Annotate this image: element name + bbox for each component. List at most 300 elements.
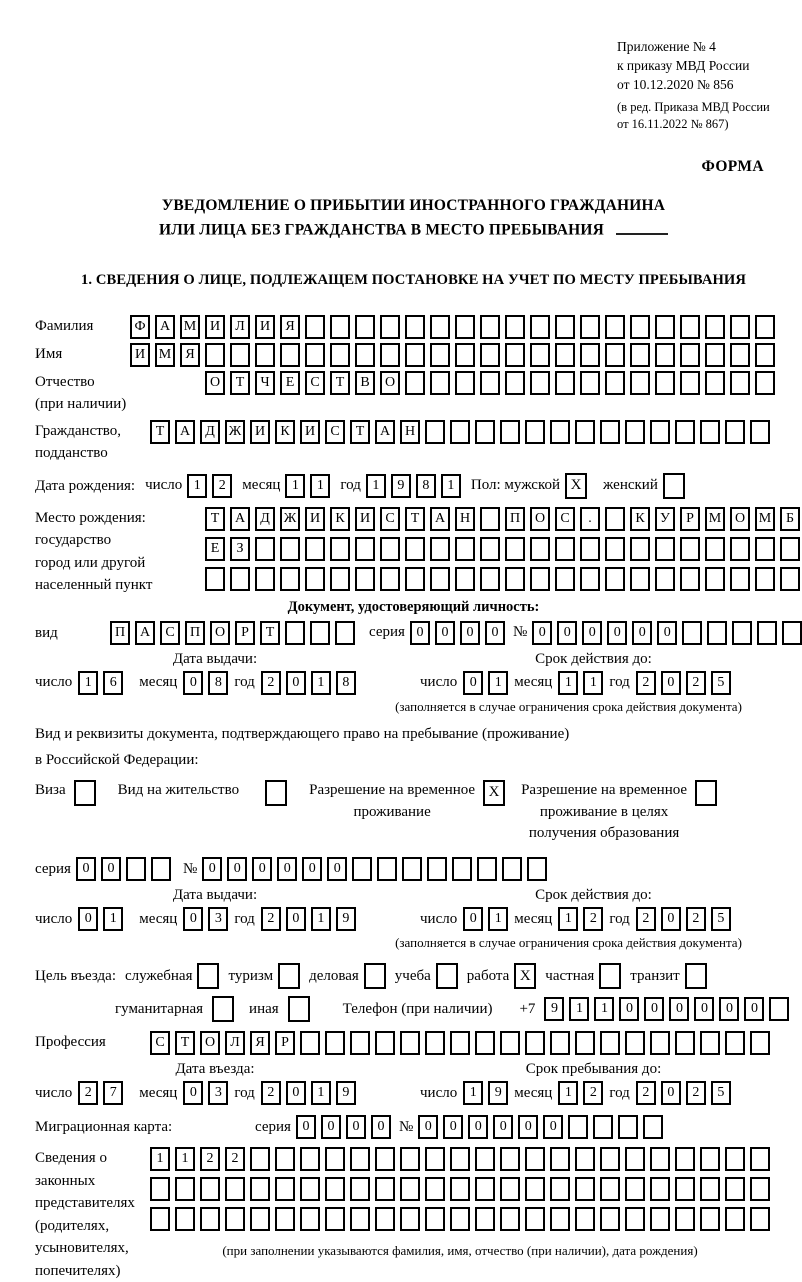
char-box[interactable] bbox=[555, 315, 575, 339]
char-box[interactable] bbox=[450, 420, 470, 444]
char-box[interactable]: И bbox=[300, 420, 320, 444]
char-box[interactable] bbox=[505, 567, 525, 591]
char-box[interactable]: 7 bbox=[103, 1081, 123, 1105]
char-box[interactable] bbox=[430, 315, 450, 339]
char-box[interactable] bbox=[705, 537, 725, 561]
char-box[interactable]: 9 bbox=[336, 1081, 356, 1105]
char-box[interactable]: 0 bbox=[607, 621, 627, 645]
char-box[interactable] bbox=[450, 1031, 470, 1055]
char-box[interactable] bbox=[530, 537, 550, 561]
char-box[interactable] bbox=[280, 567, 300, 591]
char-box[interactable] bbox=[380, 567, 400, 591]
char-box[interactable]: 0 bbox=[418, 1115, 438, 1139]
char-box[interactable] bbox=[550, 1147, 570, 1171]
char-box[interactable]: 0 bbox=[463, 907, 483, 931]
char-box[interactable] bbox=[502, 857, 522, 881]
char-box[interactable]: 6 bbox=[103, 671, 123, 695]
char-box[interactable]: Д bbox=[200, 420, 220, 444]
char-box[interactable]: 1 bbox=[558, 1081, 578, 1105]
char-box[interactable] bbox=[575, 1147, 595, 1171]
char-box[interactable]: Е bbox=[205, 537, 225, 561]
char-box[interactable]: 0 bbox=[485, 621, 505, 645]
char-box[interactable] bbox=[625, 1177, 645, 1201]
char-box[interactable] bbox=[405, 315, 425, 339]
char-box[interactable]: Р bbox=[275, 1031, 295, 1055]
char-box[interactable] bbox=[755, 315, 775, 339]
char-box[interactable] bbox=[700, 1147, 720, 1171]
char-box[interactable] bbox=[530, 567, 550, 591]
char-box[interactable] bbox=[350, 1177, 370, 1201]
char-box[interactable] bbox=[655, 343, 675, 367]
char-box[interactable]: 3 bbox=[208, 907, 228, 931]
char-box[interactable] bbox=[350, 1207, 370, 1231]
char-box[interactable] bbox=[655, 315, 675, 339]
char-box[interactable] bbox=[525, 420, 545, 444]
char-box[interactable] bbox=[680, 343, 700, 367]
char-box[interactable] bbox=[305, 315, 325, 339]
char-box[interactable] bbox=[705, 567, 725, 591]
char-box[interactable] bbox=[255, 343, 275, 367]
char-box[interactable]: К bbox=[630, 507, 650, 531]
char-box[interactable]: 1 bbox=[311, 907, 331, 931]
char-box[interactable] bbox=[675, 1147, 695, 1171]
char-box[interactable] bbox=[725, 1207, 745, 1231]
char-box[interactable] bbox=[530, 371, 550, 395]
char-box[interactable] bbox=[126, 857, 146, 881]
char-box[interactable]: 1 bbox=[569, 997, 589, 1021]
char-box[interactable] bbox=[500, 1207, 520, 1231]
char-box[interactable] bbox=[325, 1147, 345, 1171]
char-box[interactable]: 0 bbox=[518, 1115, 538, 1139]
char-box[interactable] bbox=[325, 1031, 345, 1055]
char-box[interactable]: 0 bbox=[443, 1115, 463, 1139]
char-box[interactable] bbox=[430, 371, 450, 395]
char-box[interactable]: 0 bbox=[744, 997, 764, 1021]
purpose-rabota-checkbox[interactable]: X bbox=[514, 963, 536, 989]
char-box[interactable] bbox=[555, 343, 575, 367]
char-box[interactable]: 0 bbox=[619, 997, 639, 1021]
char-box[interactable]: 2 bbox=[636, 907, 656, 931]
char-box[interactable] bbox=[555, 371, 575, 395]
char-box[interactable]: Л bbox=[225, 1031, 245, 1055]
char-box[interactable] bbox=[352, 857, 372, 881]
char-box[interactable] bbox=[525, 1031, 545, 1055]
purpose-ucheba-checkbox[interactable] bbox=[436, 963, 458, 989]
char-box[interactable] bbox=[480, 537, 500, 561]
char-box[interactable]: 0 bbox=[286, 1081, 306, 1105]
char-box[interactable] bbox=[380, 537, 400, 561]
char-box[interactable] bbox=[330, 343, 350, 367]
char-box[interactable]: С bbox=[160, 621, 180, 645]
char-box[interactable]: И bbox=[305, 507, 325, 531]
char-box[interactable]: С bbox=[325, 420, 345, 444]
gender-male-checkbox[interactable]: X bbox=[565, 473, 587, 499]
char-box[interactable] bbox=[725, 420, 745, 444]
char-box[interactable]: 0 bbox=[183, 671, 203, 695]
char-box[interactable] bbox=[655, 537, 675, 561]
char-box[interactable] bbox=[250, 1177, 270, 1201]
char-box[interactable] bbox=[555, 537, 575, 561]
char-box[interactable] bbox=[480, 315, 500, 339]
char-box[interactable]: Д bbox=[255, 507, 275, 531]
char-box[interactable] bbox=[630, 343, 650, 367]
char-box[interactable] bbox=[425, 1177, 445, 1201]
char-box[interactable]: М bbox=[755, 507, 775, 531]
char-box[interactable] bbox=[405, 343, 425, 367]
char-box[interactable]: 0 bbox=[719, 997, 739, 1021]
char-box[interactable] bbox=[425, 1207, 445, 1231]
gender-female-checkbox[interactable] bbox=[663, 473, 685, 499]
char-box[interactable]: Р bbox=[235, 621, 255, 645]
char-box[interactable]: 2 bbox=[261, 1081, 281, 1105]
char-box[interactable] bbox=[280, 537, 300, 561]
char-box[interactable]: 0 bbox=[661, 1081, 681, 1105]
char-box[interactable] bbox=[550, 1207, 570, 1231]
char-box[interactable]: 3 bbox=[208, 1081, 228, 1105]
char-box[interactable] bbox=[430, 567, 450, 591]
char-box[interactable] bbox=[405, 537, 425, 561]
char-box[interactable] bbox=[700, 1207, 720, 1231]
char-box[interactable]: П bbox=[505, 507, 525, 531]
char-box[interactable] bbox=[600, 1147, 620, 1171]
char-box[interactable]: 5 bbox=[711, 671, 731, 695]
char-box[interactable] bbox=[625, 1207, 645, 1231]
char-box[interactable] bbox=[405, 371, 425, 395]
char-box[interactable] bbox=[230, 567, 250, 591]
char-box[interactable] bbox=[505, 371, 525, 395]
char-box[interactable] bbox=[380, 343, 400, 367]
char-box[interactable]: 0 bbox=[327, 857, 347, 881]
char-box[interactable] bbox=[630, 537, 650, 561]
char-box[interactable] bbox=[625, 1147, 645, 1171]
char-box[interactable] bbox=[505, 343, 525, 367]
char-box[interactable] bbox=[550, 420, 570, 444]
char-box[interactable] bbox=[780, 537, 800, 561]
char-box[interactable] bbox=[525, 1177, 545, 1201]
char-box[interactable]: С bbox=[380, 507, 400, 531]
char-box[interactable]: 2 bbox=[212, 474, 232, 498]
char-box[interactable] bbox=[405, 567, 425, 591]
purpose-turizm-checkbox[interactable] bbox=[278, 963, 300, 989]
char-box[interactable]: 0 bbox=[468, 1115, 488, 1139]
char-box[interactable]: 0 bbox=[669, 997, 689, 1021]
char-box[interactable]: М bbox=[155, 343, 175, 367]
char-box[interactable] bbox=[350, 1147, 370, 1171]
char-box[interactable] bbox=[575, 1177, 595, 1201]
char-box[interactable] bbox=[682, 621, 702, 645]
char-box[interactable]: 0 bbox=[657, 621, 677, 645]
char-box[interactable]: 0 bbox=[435, 621, 455, 645]
char-box[interactable]: Т bbox=[405, 507, 425, 531]
char-box[interactable]: О bbox=[730, 507, 750, 531]
char-box[interactable]: Я bbox=[280, 315, 300, 339]
char-box[interactable] bbox=[330, 567, 350, 591]
char-box[interactable]: 1 bbox=[366, 474, 386, 498]
char-box[interactable] bbox=[175, 1177, 195, 1201]
char-box[interactable] bbox=[525, 1147, 545, 1171]
char-box[interactable] bbox=[355, 343, 375, 367]
char-box[interactable] bbox=[680, 371, 700, 395]
char-box[interactable]: 1 bbox=[311, 671, 331, 695]
char-box[interactable]: А bbox=[230, 507, 250, 531]
char-box[interactable]: К bbox=[330, 507, 350, 531]
char-box[interactable] bbox=[330, 537, 350, 561]
char-box[interactable]: 0 bbox=[543, 1115, 563, 1139]
char-box[interactable] bbox=[750, 1177, 770, 1201]
char-box[interactable] bbox=[630, 315, 650, 339]
char-box[interactable] bbox=[325, 1207, 345, 1231]
char-box[interactable] bbox=[700, 1031, 720, 1055]
char-box[interactable] bbox=[527, 857, 547, 881]
char-box[interactable] bbox=[730, 567, 750, 591]
char-box[interactable] bbox=[680, 537, 700, 561]
char-box[interactable] bbox=[430, 537, 450, 561]
char-box[interactable] bbox=[450, 1207, 470, 1231]
char-box[interactable]: А bbox=[175, 420, 195, 444]
char-box[interactable] bbox=[625, 1031, 645, 1055]
char-box[interactable] bbox=[505, 537, 525, 561]
char-box[interactable]: 1 bbox=[175, 1147, 195, 1171]
char-box[interactable] bbox=[655, 567, 675, 591]
char-box[interactable]: И bbox=[255, 315, 275, 339]
char-box[interactable]: Ж bbox=[280, 507, 300, 531]
char-box[interactable]: 0 bbox=[227, 857, 247, 881]
char-box[interactable]: М bbox=[180, 315, 200, 339]
char-box[interactable] bbox=[425, 1147, 445, 1171]
char-box[interactable]: Ф bbox=[130, 315, 150, 339]
char-box[interactable] bbox=[782, 621, 802, 645]
char-box[interactable]: И bbox=[355, 507, 375, 531]
char-box[interactable] bbox=[430, 343, 450, 367]
char-box[interactable] bbox=[330, 315, 350, 339]
char-box[interactable] bbox=[275, 1147, 295, 1171]
char-box[interactable] bbox=[427, 857, 447, 881]
char-box[interactable] bbox=[455, 567, 475, 591]
char-box[interactable] bbox=[705, 315, 725, 339]
char-box[interactable]: 1 bbox=[150, 1147, 170, 1171]
char-box[interactable] bbox=[600, 1031, 620, 1055]
purpose-delovaya-checkbox[interactable] bbox=[364, 963, 386, 989]
char-box[interactable] bbox=[325, 1177, 345, 1201]
char-box[interactable] bbox=[580, 371, 600, 395]
char-box[interactable] bbox=[450, 1177, 470, 1201]
char-box[interactable] bbox=[200, 1177, 220, 1201]
char-box[interactable]: В bbox=[355, 371, 375, 395]
char-box[interactable] bbox=[605, 371, 625, 395]
char-box[interactable]: 1 bbox=[187, 474, 207, 498]
char-box[interactable] bbox=[730, 537, 750, 561]
char-box[interactable]: Ж bbox=[225, 420, 245, 444]
char-box[interactable] bbox=[580, 567, 600, 591]
char-box[interactable] bbox=[680, 567, 700, 591]
char-box[interactable] bbox=[707, 621, 727, 645]
char-box[interactable]: 0 bbox=[76, 857, 96, 881]
char-box[interactable]: К bbox=[275, 420, 295, 444]
char-box[interactable] bbox=[475, 1177, 495, 1201]
char-box[interactable] bbox=[305, 567, 325, 591]
char-box[interactable] bbox=[780, 567, 800, 591]
char-box[interactable]: 2 bbox=[686, 671, 706, 695]
char-box[interactable] bbox=[555, 567, 575, 591]
char-box[interactable]: Л bbox=[230, 315, 250, 339]
char-box[interactable] bbox=[500, 1147, 520, 1171]
char-box[interactable] bbox=[151, 857, 171, 881]
char-box[interactable]: Н bbox=[455, 507, 475, 531]
char-box[interactable] bbox=[643, 1115, 663, 1139]
char-box[interactable]: О bbox=[205, 371, 225, 395]
char-box[interactable]: 0 bbox=[661, 907, 681, 931]
char-box[interactable]: 2 bbox=[200, 1147, 220, 1171]
char-box[interactable] bbox=[305, 343, 325, 367]
char-box[interactable] bbox=[375, 1031, 395, 1055]
char-box[interactable] bbox=[680, 315, 700, 339]
char-box[interactable] bbox=[750, 420, 770, 444]
char-box[interactable] bbox=[285, 621, 305, 645]
char-box[interactable] bbox=[605, 537, 625, 561]
char-box[interactable]: 0 bbox=[410, 621, 430, 645]
char-box[interactable]: 1 bbox=[558, 671, 578, 695]
char-box[interactable]: З bbox=[230, 537, 250, 561]
char-box[interactable]: 1 bbox=[310, 474, 330, 498]
char-box[interactable] bbox=[732, 621, 752, 645]
temp-permit-checkbox[interactable]: X bbox=[483, 780, 505, 806]
char-box[interactable]: И bbox=[130, 343, 150, 367]
char-box[interactable] bbox=[525, 1207, 545, 1231]
char-box[interactable] bbox=[700, 1177, 720, 1201]
char-box[interactable]: 9 bbox=[391, 474, 411, 498]
char-box[interactable] bbox=[350, 1031, 370, 1055]
purpose-gumanitarnaya-checkbox[interactable] bbox=[212, 996, 234, 1022]
char-box[interactable] bbox=[730, 315, 750, 339]
char-box[interactable]: 0 bbox=[644, 997, 664, 1021]
char-box[interactable] bbox=[755, 343, 775, 367]
char-box[interactable] bbox=[725, 1147, 745, 1171]
char-box[interactable] bbox=[575, 1207, 595, 1231]
char-box[interactable] bbox=[675, 1177, 695, 1201]
char-box[interactable] bbox=[675, 1031, 695, 1055]
char-box[interactable]: А bbox=[375, 420, 395, 444]
char-box[interactable]: 1 bbox=[78, 671, 98, 695]
char-box[interactable] bbox=[630, 567, 650, 591]
char-box[interactable]: 9 bbox=[336, 907, 356, 931]
char-box[interactable] bbox=[275, 1207, 295, 1231]
char-box[interactable]: Я bbox=[250, 1031, 270, 1055]
char-box[interactable]: 2 bbox=[583, 907, 603, 931]
char-box[interactable] bbox=[402, 857, 422, 881]
char-box[interactable]: 2 bbox=[636, 671, 656, 695]
char-box[interactable]: 1 bbox=[488, 671, 508, 695]
char-box[interactable] bbox=[475, 1031, 495, 1055]
char-box[interactable] bbox=[480, 371, 500, 395]
char-box[interactable] bbox=[480, 343, 500, 367]
char-box[interactable] bbox=[650, 420, 670, 444]
char-box[interactable] bbox=[400, 1207, 420, 1231]
char-box[interactable] bbox=[355, 537, 375, 561]
char-box[interactable]: 1 bbox=[463, 1081, 483, 1105]
char-box[interactable] bbox=[705, 371, 725, 395]
char-box[interactable] bbox=[300, 1031, 320, 1055]
char-box[interactable]: 0 bbox=[557, 621, 577, 645]
char-box[interactable] bbox=[225, 1207, 245, 1231]
char-box[interactable]: 0 bbox=[463, 671, 483, 695]
char-box[interactable]: Б bbox=[780, 507, 800, 531]
visa-checkbox[interactable] bbox=[74, 780, 96, 806]
char-box[interactable]: 0 bbox=[582, 621, 602, 645]
char-box[interactable] bbox=[400, 1031, 420, 1055]
char-box[interactable]: 0 bbox=[632, 621, 652, 645]
char-box[interactable]: 2 bbox=[225, 1147, 245, 1171]
char-box[interactable]: 0 bbox=[252, 857, 272, 881]
char-box[interactable] bbox=[425, 420, 445, 444]
char-box[interactable] bbox=[750, 1031, 770, 1055]
char-box[interactable]: 0 bbox=[296, 1115, 316, 1139]
char-box[interactable]: А bbox=[155, 315, 175, 339]
char-box[interactable] bbox=[455, 315, 475, 339]
char-box[interactable]: 1 bbox=[583, 671, 603, 695]
char-box[interactable] bbox=[618, 1115, 638, 1139]
char-box[interactable] bbox=[200, 1207, 220, 1231]
char-box[interactable]: 2 bbox=[686, 1081, 706, 1105]
char-box[interactable]: Я bbox=[180, 343, 200, 367]
char-box[interactable] bbox=[675, 420, 695, 444]
char-box[interactable]: 0 bbox=[321, 1115, 341, 1139]
char-box[interactable] bbox=[255, 567, 275, 591]
char-box[interactable] bbox=[575, 1031, 595, 1055]
char-box[interactable] bbox=[757, 621, 777, 645]
char-box[interactable]: 5 bbox=[711, 1081, 731, 1105]
char-box[interactable] bbox=[655, 371, 675, 395]
char-box[interactable]: 9 bbox=[488, 1081, 508, 1105]
char-box[interactable] bbox=[750, 1207, 770, 1231]
char-box[interactable] bbox=[275, 1177, 295, 1201]
char-box[interactable]: Р bbox=[680, 507, 700, 531]
char-box[interactable] bbox=[730, 343, 750, 367]
purpose-inaya-checkbox[interactable] bbox=[288, 996, 310, 1022]
char-box[interactable] bbox=[375, 1207, 395, 1231]
char-box[interactable]: 2 bbox=[686, 907, 706, 931]
char-box[interactable] bbox=[600, 1177, 620, 1201]
char-box[interactable]: А bbox=[135, 621, 155, 645]
char-box[interactable] bbox=[650, 1177, 670, 1201]
char-box[interactable]: Т bbox=[260, 621, 280, 645]
char-box[interactable] bbox=[755, 371, 775, 395]
char-box[interactable] bbox=[300, 1147, 320, 1171]
char-box[interactable]: У bbox=[655, 507, 675, 531]
char-box[interactable] bbox=[650, 1147, 670, 1171]
char-box[interactable]: 0 bbox=[371, 1115, 391, 1139]
char-box[interactable]: Т bbox=[175, 1031, 195, 1055]
purpose-tranzit-checkbox[interactable] bbox=[685, 963, 707, 989]
char-box[interactable] bbox=[730, 371, 750, 395]
char-box[interactable] bbox=[335, 621, 355, 645]
char-box[interactable] bbox=[580, 315, 600, 339]
char-box[interactable]: 1 bbox=[441, 474, 461, 498]
char-box[interactable]: 0 bbox=[183, 1081, 203, 1105]
char-box[interactable]: А bbox=[430, 507, 450, 531]
char-box[interactable]: 0 bbox=[183, 907, 203, 931]
char-box[interactable] bbox=[150, 1177, 170, 1201]
char-box[interactable]: 0 bbox=[202, 857, 222, 881]
char-box[interactable] bbox=[455, 343, 475, 367]
char-box[interactable] bbox=[605, 343, 625, 367]
char-box[interactable]: Т bbox=[350, 420, 370, 444]
char-box[interactable] bbox=[475, 420, 495, 444]
char-box[interactable]: 0 bbox=[346, 1115, 366, 1139]
char-box[interactable]: 1 bbox=[488, 907, 508, 931]
char-box[interactable] bbox=[175, 1207, 195, 1231]
char-box[interactable] bbox=[300, 1177, 320, 1201]
char-box[interactable] bbox=[600, 420, 620, 444]
